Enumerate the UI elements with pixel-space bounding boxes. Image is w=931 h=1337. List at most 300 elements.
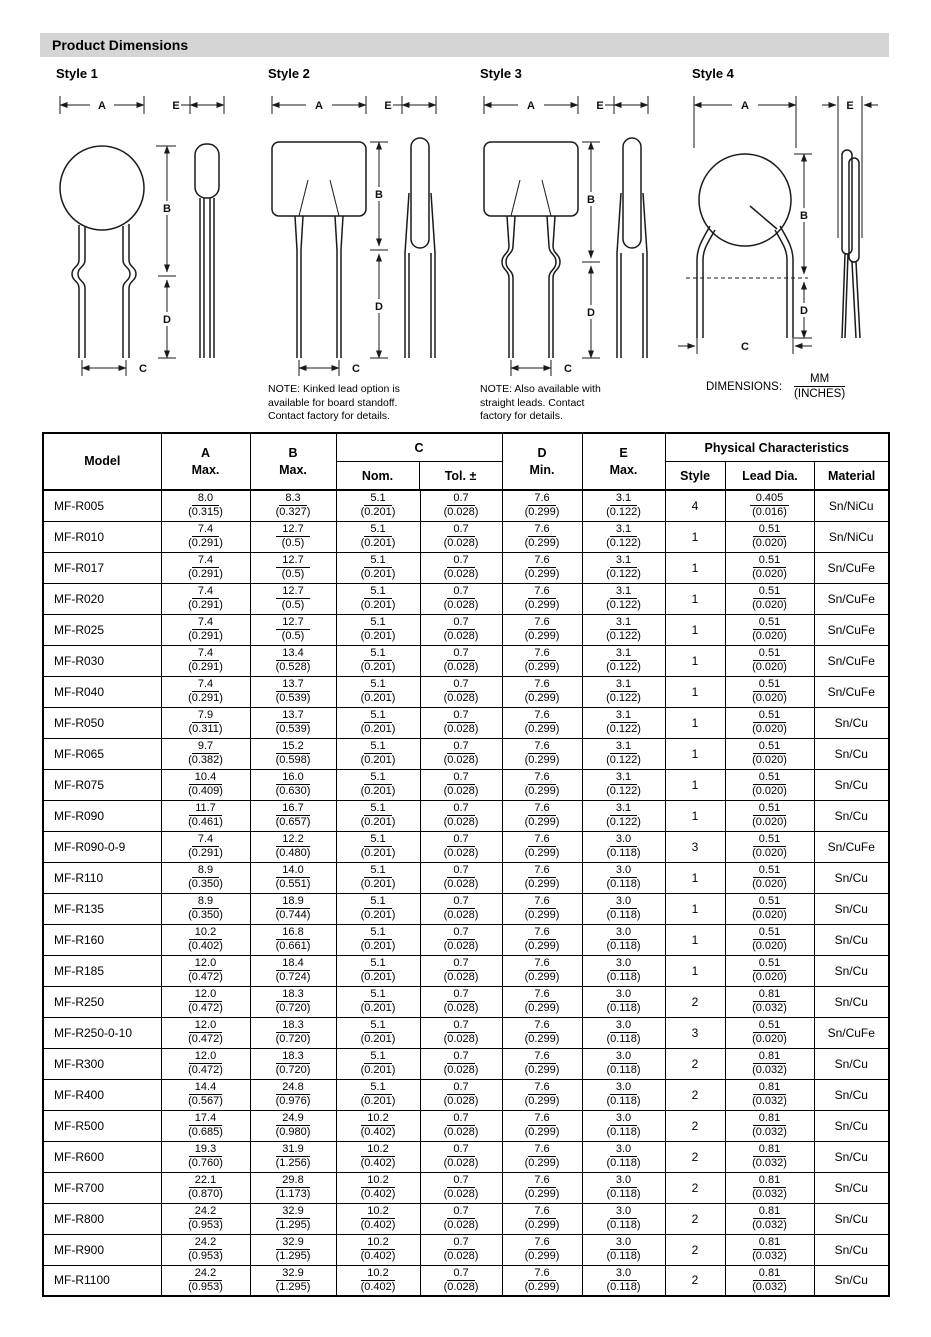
cell-b: $\frac{29.8}{(1.173)}$ xyxy=(250,1172,336,1203)
cell-a: $\frac{7.4}{(0.291)}$ xyxy=(161,831,250,862)
cell-c_nom: $\frac{5.1}{(0.201)}$ xyxy=(336,986,420,1017)
table-row xyxy=(43,645,889,676)
cell-c_tol: $\frac{0.7}{(0.028)}$ xyxy=(420,924,502,955)
cell-style: 1 xyxy=(665,676,725,707)
cell-style: 1 xyxy=(665,614,725,645)
cell-c_tol: $\frac{0.7}{(0.028)}$ xyxy=(420,1110,502,1141)
cell-e: $\frac{3.1}{(0.122)}$ xyxy=(582,769,665,800)
cell-style: 1 xyxy=(665,645,725,676)
col-header-b: B Max. xyxy=(250,433,336,490)
cell-c_tol: $\frac{0.7}{(0.028)}$ xyxy=(420,986,502,1017)
cell-model: MF-R900 xyxy=(43,1234,161,1265)
cell-c_nom: $\frac{5.1}{(0.201)}$ xyxy=(336,955,420,986)
col-header-d: D Min. xyxy=(502,433,582,490)
cell-lead_dia: $\frac{0.81}{(0.032)}$ xyxy=(725,986,814,1017)
cell-b: $\frac{18.3}{(0.720)}$ xyxy=(250,986,336,1017)
cell-c_tol: $\frac{0.7}{(0.028)}$ xyxy=(420,645,502,676)
cell-c_tol: $\frac{0.7}{(0.028)}$ xyxy=(420,955,502,986)
cell-material: Sn/Cu xyxy=(814,986,889,1017)
cell-c_tol: $\frac{0.7}{(0.028)}$ xyxy=(420,893,502,924)
cell-e: $\frac{3.0}{(0.118)}$ xyxy=(582,1017,665,1048)
dim-label-e: E xyxy=(384,100,392,112)
cell-style: 1 xyxy=(665,800,725,831)
col-header-material: Material xyxy=(814,462,888,489)
table-row xyxy=(43,552,889,583)
cell-b: $\frac{12.7}{(0.5)}$ xyxy=(250,521,336,552)
cell-style: 1 xyxy=(665,893,725,924)
table-row xyxy=(43,1017,889,1048)
note-line: factory for details. xyxy=(480,410,563,423)
table-row xyxy=(43,1110,889,1141)
cell-e: $\frac{3.0}{(0.118)}$ xyxy=(582,924,665,955)
cell-e: $\frac{3.1}{(0.122)}$ xyxy=(582,738,665,769)
cell-lead_dia: $\frac{0.81}{(0.032)}$ xyxy=(725,1079,814,1110)
cell-lead_dia: $\frac{0.51}{(0.020)}$ xyxy=(725,738,814,769)
dim-label-c: C xyxy=(564,363,572,375)
cell-lead_dia: $\frac{0.51}{(0.020)}$ xyxy=(725,707,814,738)
note-line: available for board standoff. xyxy=(268,396,398,409)
cell-material: Sn/Cu xyxy=(814,800,889,831)
cell-a: $\frac{7.4}{(0.291)}$ xyxy=(161,583,250,614)
cell-style: 1 xyxy=(665,707,725,738)
cell-d: $\frac{7.6}{(0.299)}$ xyxy=(502,1048,582,1079)
cell-e: $\frac{3.1}{(0.122)}$ xyxy=(582,676,665,707)
cell-e: $\frac{3.1}{(0.122)}$ xyxy=(582,552,665,583)
cell-c_tol: $\frac{0.7}{(0.028)}$ xyxy=(420,1265,502,1296)
cell-c_tol: $\frac{0.7}{(0.028)}$ xyxy=(420,862,502,893)
dim-label-e: E xyxy=(172,100,180,112)
cell-material: Sn/Cu xyxy=(814,893,889,924)
cell-d: $\frac{7.6}{(0.299)}$ xyxy=(502,1234,582,1265)
dim-label-d: D xyxy=(587,307,595,319)
cell-material: Sn/CuFe xyxy=(814,645,889,676)
cell-d: $\frac{7.6}{(0.299)}$ xyxy=(502,955,582,986)
dim-label-c: C xyxy=(741,341,749,353)
cell-d: $\frac{7.6}{(0.299)}$ xyxy=(502,831,582,862)
cell-e: $\frac{3.0}{(0.118)}$ xyxy=(582,955,665,986)
cell-model: MF-R005 xyxy=(43,490,161,521)
style-4-column xyxy=(676,66,888,424)
cell-model: MF-R020 xyxy=(43,583,161,614)
table-row xyxy=(43,521,889,552)
cell-lead_dia: $\frac{0.81}{(0.032)}$ xyxy=(725,1141,814,1172)
cell-material: Sn/Cu xyxy=(814,707,889,738)
table-row xyxy=(43,1203,889,1234)
cell-c_nom: $\frac{5.1}{(0.201)}$ xyxy=(336,1017,420,1048)
table-row xyxy=(43,893,889,924)
cell-d: $\frac{7.6}{(0.299)}$ xyxy=(502,1017,582,1048)
dim-label-a: A xyxy=(527,100,535,112)
dim-label-c: C xyxy=(139,363,147,375)
table-row xyxy=(43,1079,889,1110)
cell-lead_dia: $\frac{0.81}{(0.032)}$ xyxy=(725,1110,814,1141)
cell-c_tol: $\frac{0.7}{(0.028)}$ xyxy=(420,1017,502,1048)
cell-model: MF-R025 xyxy=(43,614,161,645)
cell-model: MF-R400 xyxy=(43,1079,161,1110)
cell-material: Sn/Cu xyxy=(814,955,889,986)
table-row xyxy=(43,490,889,521)
cell-b: $\frac{14.0}{(0.551)}$ xyxy=(250,862,336,893)
dim-label-a: A xyxy=(315,100,323,112)
dim-label-e: E xyxy=(596,100,604,112)
table-row xyxy=(43,1141,889,1172)
cell-c_nom: $\frac{5.1}{(0.201)}$ xyxy=(336,924,420,955)
cell-b: $\frac{32.9}{(1.295)}$ xyxy=(250,1203,336,1234)
style-3-diagram xyxy=(464,88,669,380)
cell-a: $\frac{12.0}{(0.472)}$ xyxy=(161,986,250,1017)
cell-d: $\frac{7.6}{(0.299)}$ xyxy=(502,924,582,955)
cell-model: MF-R065 xyxy=(43,738,161,769)
dim-label-b: B xyxy=(163,203,171,215)
cell-material: Sn/CuFe xyxy=(814,614,889,645)
cell-lead_dia: $\frac{0.51}{(0.020)}$ xyxy=(725,862,814,893)
cell-c_nom: $\frac{5.1}{(0.201)}$ xyxy=(336,769,420,800)
style-label: Style 1 xyxy=(56,66,98,81)
cell-lead_dia: $\frac{0.51}{(0.020)}$ xyxy=(725,955,814,986)
cell-c_nom: $\frac{5.1}{(0.201)}$ xyxy=(336,800,420,831)
cell-b: $\frac{12.2}{(0.480)}$ xyxy=(250,831,336,862)
table-row xyxy=(43,1265,889,1296)
cell-a: $\frac{8.9}{(0.350)}$ xyxy=(161,893,250,924)
cell-d: $\frac{7.6}{(0.299)}$ xyxy=(502,521,582,552)
table-row xyxy=(43,1234,889,1265)
cell-model: MF-R090-0-9 xyxy=(43,831,161,862)
cell-d: $\frac{7.6}{(0.299)}$ xyxy=(502,769,582,800)
cell-model: MF-R600 xyxy=(43,1141,161,1172)
cell-a: $\frac{7.9}{(0.311)}$ xyxy=(161,707,250,738)
cell-b: $\frac{12.7}{(0.5)}$ xyxy=(250,614,336,645)
cell-material: Sn/Cu xyxy=(814,1079,889,1110)
cell-material: Sn/CuFe xyxy=(814,583,889,614)
cell-c_nom: $\frac{5.1}{(0.201)}$ xyxy=(336,707,420,738)
cell-style: 2 xyxy=(665,1141,725,1172)
cell-style: 1 xyxy=(665,769,725,800)
col-header-c-tol: Tol. ± xyxy=(419,462,502,489)
cell-c_tol: $\frac{0.7}{(0.028)}$ xyxy=(420,1203,502,1234)
cell-c_nom: $\frac{10.2}{(0.402)}$ xyxy=(336,1172,420,1203)
cell-material: Sn/Cu xyxy=(814,924,889,955)
cell-a: $\frac{7.4}{(0.291)}$ xyxy=(161,552,250,583)
cell-d: $\frac{7.6}{(0.299)}$ xyxy=(502,552,582,583)
cell-a: $\frac{10.4}{(0.409)}$ xyxy=(161,769,250,800)
section-title: Product Dimensions xyxy=(52,37,189,53)
cell-style: 3 xyxy=(665,831,725,862)
dimensions-unit-mm: MM xyxy=(794,372,845,387)
cell-e: $\frac{3.1}{(0.122)}$ xyxy=(582,800,665,831)
cell-model: MF-R135 xyxy=(43,893,161,924)
cell-d: $\frac{7.6}{(0.299)}$ xyxy=(502,490,582,521)
cell-style: 2 xyxy=(665,1048,725,1079)
cell-lead_dia: $\frac{0.81}{(0.032)}$ xyxy=(725,1203,814,1234)
style-1-diagram xyxy=(40,88,245,380)
table-row xyxy=(43,769,889,800)
cell-c_nom: $\frac{5.1}{(0.201)}$ xyxy=(336,862,420,893)
cell-material: Sn/Cu xyxy=(814,738,889,769)
cell-c_nom: $\frac{5.1}{(0.201)}$ xyxy=(336,552,420,583)
cell-b: $\frac{18.9}{(0.744)}$ xyxy=(250,893,336,924)
cell-d: $\frac{7.6}{(0.299)}$ xyxy=(502,614,582,645)
table-row xyxy=(43,676,889,707)
cell-a: $\frac{24.2}{(0.953)}$ xyxy=(161,1265,250,1296)
table-row xyxy=(43,800,889,831)
dim-label-e: E xyxy=(846,100,854,112)
col-header-lead-dia: Lead Dia. xyxy=(725,462,815,489)
cell-a: $\frac{19.3}{(0.760)}$ xyxy=(161,1141,250,1172)
cell-material: Sn/NiCu xyxy=(814,521,889,552)
cell-b: $\frac{18.3}{(0.720)}$ xyxy=(250,1017,336,1048)
cell-e: $\frac{3.0}{(0.118)}$ xyxy=(582,831,665,862)
dim-label-c: C xyxy=(352,363,360,375)
dim-label-d: D xyxy=(163,314,171,326)
cell-material: Sn/Cu xyxy=(814,1265,889,1296)
cell-e: $\frac{3.1}{(0.122)}$ xyxy=(582,490,665,521)
cell-c_nom: $\frac{5.1}{(0.201)}$ xyxy=(336,614,420,645)
cell-a: $\frac{24.2}{(0.953)}$ xyxy=(161,1234,250,1265)
col-header-e: E Max. xyxy=(582,433,665,490)
cell-style: 1 xyxy=(665,924,725,955)
table-row xyxy=(43,862,889,893)
cell-material: Sn/Cu xyxy=(814,1234,889,1265)
cell-c_nom: $\frac{5.1}{(0.201)}$ xyxy=(336,583,420,614)
cell-material: Sn/CuFe xyxy=(814,1017,889,1048)
product-dimensions-table xyxy=(42,432,890,1297)
cell-model: MF-R700 xyxy=(43,1172,161,1203)
cell-material: Sn/Cu xyxy=(814,1141,889,1172)
cell-c_nom: $\frac{10.2}{(0.402)}$ xyxy=(336,1110,420,1141)
cell-style: 2 xyxy=(665,1203,725,1234)
cell-d: $\frac{7.6}{(0.299)}$ xyxy=(502,1172,582,1203)
cell-lead_dia: $\frac{0.51}{(0.020)}$ xyxy=(725,893,814,924)
cell-c_tol: $\frac{0.7}{(0.028)}$ xyxy=(420,583,502,614)
cell-style: 1 xyxy=(665,521,725,552)
cell-a: $\frac{17.4}{(0.685)}$ xyxy=(161,1110,250,1141)
cell-e: $\frac{3.0}{(0.118)}$ xyxy=(582,1265,665,1296)
dimensions-label: DIMENSIONS: xyxy=(706,380,783,393)
cell-d: $\frac{7.6}{(0.299)}$ xyxy=(502,893,582,924)
note-line: NOTE: Kinked lead option is xyxy=(268,383,400,395)
cell-a: $\frac{10.2}{(0.402)}$ xyxy=(161,924,250,955)
cell-b: $\frac{16.8}{(0.661)}$ xyxy=(250,924,336,955)
col-header-c-nom: Nom. xyxy=(361,468,394,483)
cell-style: 1 xyxy=(665,955,725,986)
cell-model: MF-R050 xyxy=(43,707,161,738)
table-row xyxy=(43,738,889,769)
cell-model: MF-R300 xyxy=(43,1048,161,1079)
cell-lead_dia: $\frac{0.51}{(0.020)}$ xyxy=(725,552,814,583)
cell-lead_dia: $\frac{0.51}{(0.020)}$ xyxy=(725,645,814,676)
cell-c_tol: $\frac{0.7}{(0.028)}$ xyxy=(420,831,502,862)
cell-c_tol: $\frac{0.7}{(0.028)}$ xyxy=(420,769,502,800)
cell-e: $\frac{3.0}{(0.118)}$ xyxy=(582,893,665,924)
cell-b: $\frac{16.0}{(0.630)}$ xyxy=(250,769,336,800)
cell-e: $\frac{3.1}{(0.122)}$ xyxy=(582,707,665,738)
cell-a: $\frac{22.1}{(0.870)}$ xyxy=(161,1172,250,1203)
cell-lead_dia: $\frac{0.51}{(0.020)}$ xyxy=(725,800,814,831)
cell-b: $\frac{24.9}{(0.980)}$ xyxy=(250,1110,336,1141)
cell-model: MF-R800 xyxy=(43,1203,161,1234)
cell-style: 2 xyxy=(665,986,725,1017)
cell-c_tol: $\frac{0.7}{(0.028)}$ xyxy=(420,490,502,521)
cell-e: $\frac{3.1}{(0.122)}$ xyxy=(582,521,665,552)
cell-e: $\frac{3.0}{(0.118)}$ xyxy=(582,1141,665,1172)
cell-e: $\frac{3.0}{(0.118)}$ xyxy=(582,986,665,1017)
note-line: NOTE: Also available with xyxy=(480,383,601,395)
cell-model: MF-R500 xyxy=(43,1110,161,1141)
cell-lead_dia: $\frac{0.405}{(0.016)}$ xyxy=(725,490,814,521)
cell-style: 1 xyxy=(665,583,725,614)
styles-row xyxy=(40,66,889,424)
style-label: Style 4 xyxy=(692,66,734,81)
note-line: straight leads. Contact xyxy=(480,396,585,409)
cell-model: MF-R075 xyxy=(43,769,161,800)
cell-e: $\frac{3.1}{(0.122)}$ xyxy=(582,614,665,645)
cell-e: $\frac{3.0}{(0.118)}$ xyxy=(582,1234,665,1265)
dim-label-d: D xyxy=(800,305,808,317)
cell-lead_dia: $\frac{0.81}{(0.032)}$ xyxy=(725,1265,814,1296)
cell-a: $\frac{8.0}{(0.315)}$ xyxy=(161,490,250,521)
cell-d: $\frac{7.6}{(0.299)}$ xyxy=(502,1203,582,1234)
cell-style: 2 xyxy=(665,1079,725,1110)
cell-material: Sn/Cu xyxy=(814,769,889,800)
table-row xyxy=(43,1048,889,1079)
dimensions-units xyxy=(794,372,845,402)
table-row xyxy=(43,583,889,614)
dim-label-b: B xyxy=(375,189,383,201)
cell-c_tol: $\frac{0.7}{(0.028)}$ xyxy=(420,614,502,645)
cell-a: $\frac{11.7}{(0.461)}$ xyxy=(161,800,250,831)
cell-material: Sn/CuFe xyxy=(814,552,889,583)
cell-c_nom: $\frac{5.1}{(0.201)}$ xyxy=(336,1079,420,1110)
cell-style: 1 xyxy=(665,862,725,893)
cell-d: $\frac{7.6}{(0.299)}$ xyxy=(502,583,582,614)
table-row xyxy=(43,614,889,645)
cell-b: $\frac{13.7}{(0.539)}$ xyxy=(250,707,336,738)
cell-material: Sn/Cu xyxy=(814,1203,889,1234)
col-header-a: A Max. xyxy=(161,433,250,490)
cell-model: MF-R160 xyxy=(43,924,161,955)
cell-model: MF-R010 xyxy=(43,521,161,552)
cell-lead_dia: $\frac{0.51}{(0.020)}$ xyxy=(725,1017,814,1048)
dim-label-a: A xyxy=(98,100,106,112)
cell-d: $\frac{7.6}{(0.299)}$ xyxy=(502,1110,582,1141)
cell-e: $\frac{3.0}{(0.118)}$ xyxy=(582,1079,665,1110)
cell-d: $\frac{7.6}{(0.299)}$ xyxy=(502,1265,582,1296)
cell-material: Sn/NiCu xyxy=(814,490,889,521)
cell-c_nom: $\frac{5.1}{(0.201)}$ xyxy=(336,893,420,924)
cell-e: $\frac{3.0}{(0.118)}$ xyxy=(582,1203,665,1234)
cell-a: $\frac{7.4}{(0.291)}$ xyxy=(161,521,250,552)
cell-lead_dia: $\frac{0.51}{(0.020)}$ xyxy=(725,769,814,800)
cell-a: $\frac{8.9}{(0.350)}$ xyxy=(161,862,250,893)
section-header xyxy=(40,33,889,57)
table-body xyxy=(43,490,889,1296)
dimensions-note xyxy=(706,372,845,402)
cell-lead_dia: $\frac{0.81}{(0.032)}$ xyxy=(725,1048,814,1079)
style-4-diagram xyxy=(676,88,881,380)
cell-d: $\frac{7.6}{(0.299)}$ xyxy=(502,1141,582,1172)
cell-style: 2 xyxy=(665,1265,725,1296)
cell-lead_dia: $\frac{0.81}{(0.032)}$ xyxy=(725,1234,814,1265)
cell-model: MF-R030 xyxy=(43,645,161,676)
cell-c_tol: $\frac{0.7}{(0.028)}$ xyxy=(420,1048,502,1079)
cell-b: $\frac{32.9}{(1.295)}$ xyxy=(250,1265,336,1296)
cell-c_nom: $\frac{5.1}{(0.201)}$ xyxy=(336,738,420,769)
cell-style: 2 xyxy=(665,1110,725,1141)
cell-c_nom: $\frac{5.1}{(0.201)}$ xyxy=(336,645,420,676)
cell-b: $\frac{13.7}{(0.539)}$ xyxy=(250,676,336,707)
table-row xyxy=(43,986,889,1017)
dim-label-d: D xyxy=(375,301,383,313)
cell-c_nom: $\frac{5.1}{(0.201)}$ xyxy=(336,676,420,707)
cell-c_tol: $\frac{0.7}{(0.028)}$ xyxy=(420,1079,502,1110)
cell-d: $\frac{7.6}{(0.299)}$ xyxy=(502,800,582,831)
dim-label-a: A xyxy=(741,100,749,112)
cell-c_tol: $\frac{0.7}{(0.028)}$ xyxy=(420,1234,502,1265)
cell-b: $\frac{18.3}{(0.720)}$ xyxy=(250,1048,336,1079)
cell-d: $\frac{7.6}{(0.299)}$ xyxy=(502,986,582,1017)
cell-material: Sn/CuFe xyxy=(814,676,889,707)
style-label: Style 2 xyxy=(268,66,310,81)
cell-c_nom: $\frac{5.1}{(0.201)}$ xyxy=(336,831,420,862)
cell-a: $\frac{14.4}{(0.567)}$ xyxy=(161,1079,250,1110)
cell-c_tol: $\frac{0.7}{(0.028)}$ xyxy=(420,1141,502,1172)
cell-model: MF-R250 xyxy=(43,986,161,1017)
table-row xyxy=(43,831,889,862)
cell-model: MF-R090 xyxy=(43,800,161,831)
cell-d: $\frac{7.6}{(0.299)}$ xyxy=(502,707,582,738)
cell-b: $\frac{31.9}{(1.256)}$ xyxy=(250,1141,336,1172)
cell-c_tol: $\frac{0.7}{(0.028)}$ xyxy=(420,552,502,583)
cell-c_tol: $\frac{0.7}{(0.028)}$ xyxy=(420,521,502,552)
col-header-style: Style xyxy=(680,468,711,483)
cell-material: Sn/Cu xyxy=(814,862,889,893)
cell-e: $\frac{3.1}{(0.122)}$ xyxy=(582,645,665,676)
cell-c_nom: $\frac{10.2}{(0.402)}$ xyxy=(336,1234,420,1265)
cell-b: $\frac{24.8}{(0.976)}$ xyxy=(250,1079,336,1110)
note-line: Contact factory for details. xyxy=(268,410,390,423)
style-2-column xyxy=(252,66,464,424)
col-header-model: Model xyxy=(43,433,161,490)
cell-c_nom: $\frac{10.2}{(0.402)}$ xyxy=(336,1203,420,1234)
cell-c_nom: $\frac{10.2}{(0.402)}$ xyxy=(336,1141,420,1172)
cell-model: MF-R110 xyxy=(43,862,161,893)
cell-e: $\frac{3.1}{(0.122)}$ xyxy=(582,583,665,614)
cell-a: $\frac{12.0}{(0.472)}$ xyxy=(161,1017,250,1048)
header-row xyxy=(43,433,889,490)
cell-b: $\frac{32.9}{(1.295)}$ xyxy=(250,1234,336,1265)
cell-c_nom: $\frac{5.1}{(0.201)}$ xyxy=(336,490,420,521)
cell-style: 2 xyxy=(665,1172,725,1203)
cell-a: $\frac{7.4}{(0.291)}$ xyxy=(161,676,250,707)
cell-model: MF-R250-0-10 xyxy=(43,1017,161,1048)
style-1-column xyxy=(40,66,252,424)
cell-b: $\frac{18.4}{(0.724)}$ xyxy=(250,955,336,986)
style-note xyxy=(480,383,650,424)
style-2-diagram xyxy=(252,88,457,380)
cell-material: Sn/Cu xyxy=(814,1048,889,1079)
cell-c_nom: $\frac{10.2}{(0.402)}$ xyxy=(336,1265,420,1296)
dim-label-b: B xyxy=(587,194,595,206)
cell-e: $\frac{3.0}{(0.118)}$ xyxy=(582,1110,665,1141)
style-3-column xyxy=(464,66,676,424)
cell-a: $\frac{12.0}{(0.472)}$ xyxy=(161,955,250,986)
style-note xyxy=(268,383,438,424)
cell-c_tol: $\frac{0.7}{(0.028)}$ xyxy=(420,1172,502,1203)
cell-b: $\frac{8.3}{(0.327)}$ xyxy=(250,490,336,521)
cell-style: 4 xyxy=(665,490,725,521)
cell-d: $\frac{7.6}{(0.299)}$ xyxy=(502,862,582,893)
dimensions-unit-inches: (INCHES) xyxy=(794,388,846,401)
